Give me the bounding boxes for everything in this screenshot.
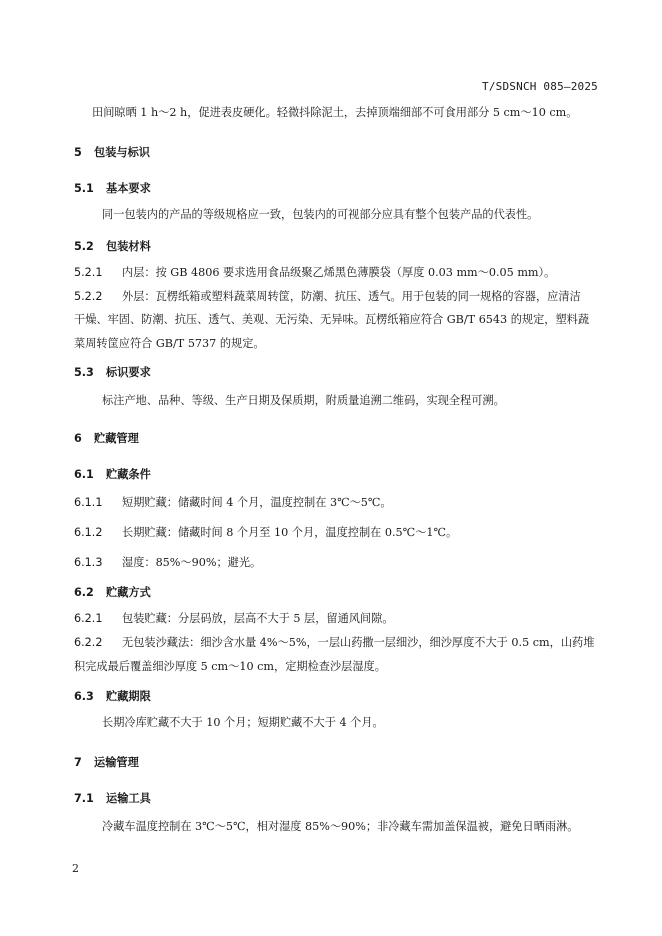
clause-6-1-3 [74, 556, 261, 569]
paragraph-5-1: 同一包装内的产品的等级规格应一致，包装内的可视部分应具有整个包装产品的代表性。 [102, 208, 539, 221]
paragraph-7-1: 冷藏车温度控制在 3℃～5℃，相对湿度 85%～90%；非冷藏车需加盖保温被，避免日晒雨淋。 [102, 820, 579, 833]
clause-6-2-2 [74, 636, 594, 649]
section-title: 运输工具 [106, 792, 151, 805]
paragraph-5-3: 标注产地、品种、等级、生产日期及保质期，附质量追溯二维码，实现全程可溯。 [102, 394, 505, 407]
section-number: 6.3 [74, 690, 94, 703]
clause-text: 长期贮藏：储藏时间 8 个月至 10 个月，温度控制在 0.5℃～1℃。 [122, 526, 458, 539]
clause-text: 短期贮藏：储藏时间 4 个月，温度控制在 3℃～5℃。 [122, 496, 392, 509]
clause-5-2-2-line2: 干燥、牢固、防潮、抗压、透气、美观、无污染、无异味。瓦楞纸箱应符合 GB/T 6543 的规定，塑料蔬 [74, 313, 590, 326]
clause-text: 湿度：85%～90%；避光。 [122, 556, 262, 569]
section-number: 6 [74, 432, 82, 445]
clause-number: 5.2.1 [74, 266, 103, 279]
clause-6-1-1 [74, 496, 392, 509]
section-5-3-heading [74, 364, 151, 380]
section-title: 包装与标识 [94, 146, 150, 159]
section-title: 贮藏方式 [106, 586, 151, 599]
clause-5-2-2 [74, 290, 581, 303]
clause-6-1-2 [74, 526, 457, 539]
standard-number: T/SDSNCH 085—2025 [482, 80, 598, 93]
paragraph-continued: 田间晾晒 1 h～2 h，促进表皮硬化。轻微抖除泥土，去掉顶端细部不可食用部分 5 cm～10 cm。 [92, 106, 578, 119]
section-number: 6.1 [74, 468, 94, 481]
clause-number: 6.1.2 [74, 526, 103, 539]
section-title: 标识要求 [106, 366, 151, 379]
page-number: 2 [72, 862, 79, 875]
clause-number: 6.1.3 [74, 556, 103, 569]
section-5-2-heading [74, 238, 151, 254]
section-title: 运输管理 [94, 756, 139, 769]
section-7-heading [74, 754, 139, 770]
clause-5-2-1 [74, 266, 555, 279]
section-number: 7 [74, 756, 82, 769]
section-title: 包装材料 [106, 240, 151, 253]
clause-number: 5.2.2 [74, 290, 103, 303]
clause-text: 内层：按 GB 4806 要求选用食品级聚乙烯黑色薄膜袋（厚度 0.03 mm～0.05 mm）。 [122, 266, 556, 279]
section-6-2-heading [74, 584, 151, 600]
clause-6-2-2-line2: 积完成最后覆盖细沙厚度 5 cm～10 cm，定期检查沙层湿度。 [74, 660, 386, 673]
section-6-heading [74, 430, 139, 446]
section-title: 贮藏期限 [106, 690, 151, 703]
section-number: 5.1 [74, 182, 94, 195]
clause-6-2-1 [74, 612, 394, 625]
section-title: 贮藏条件 [106, 468, 151, 481]
section-number: 5.2 [74, 240, 94, 253]
section-6-3-heading [74, 688, 151, 704]
section-number: 5.3 [74, 366, 94, 379]
clause-number: 6.2.2 [74, 636, 103, 649]
section-6-1-heading [74, 466, 151, 482]
clause-5-2-2-line3: 菜周转筐应符合 GB/T 5737 的规定。 [74, 337, 265, 350]
section-number: 7.1 [74, 792, 94, 805]
section-5-heading [74, 144, 150, 160]
clause-number: 6.2.1 [74, 612, 103, 625]
clause-text: 外层：瓦楞纸箱或塑料蔬菜周转筐，防潮、抗压、透气。用于包装的同一规格的容器，应清洁 [122, 290, 581, 303]
paragraph-6-3: 长期冷库贮藏不大于 10 个月；短期贮藏不大于 4 个月。 [102, 716, 384, 729]
section-title: 贮藏管理 [94, 432, 139, 445]
clause-text: 包装贮藏：分层码放，层高不大于 5 层，留通风间隙。 [122, 612, 394, 625]
section-7-1-heading [74, 790, 151, 806]
section-5-1-heading [74, 180, 151, 196]
section-title: 基本要求 [106, 182, 151, 195]
section-number: 6.2 [74, 586, 94, 599]
clause-text: 无包装沙藏法：细沙含水量 4%～5%，一层山药撒一层细沙，细沙厚度不大于 0.5 cm，山药堆 [122, 636, 595, 649]
clause-number: 6.1.1 [74, 496, 103, 509]
section-number: 5 [74, 146, 82, 159]
